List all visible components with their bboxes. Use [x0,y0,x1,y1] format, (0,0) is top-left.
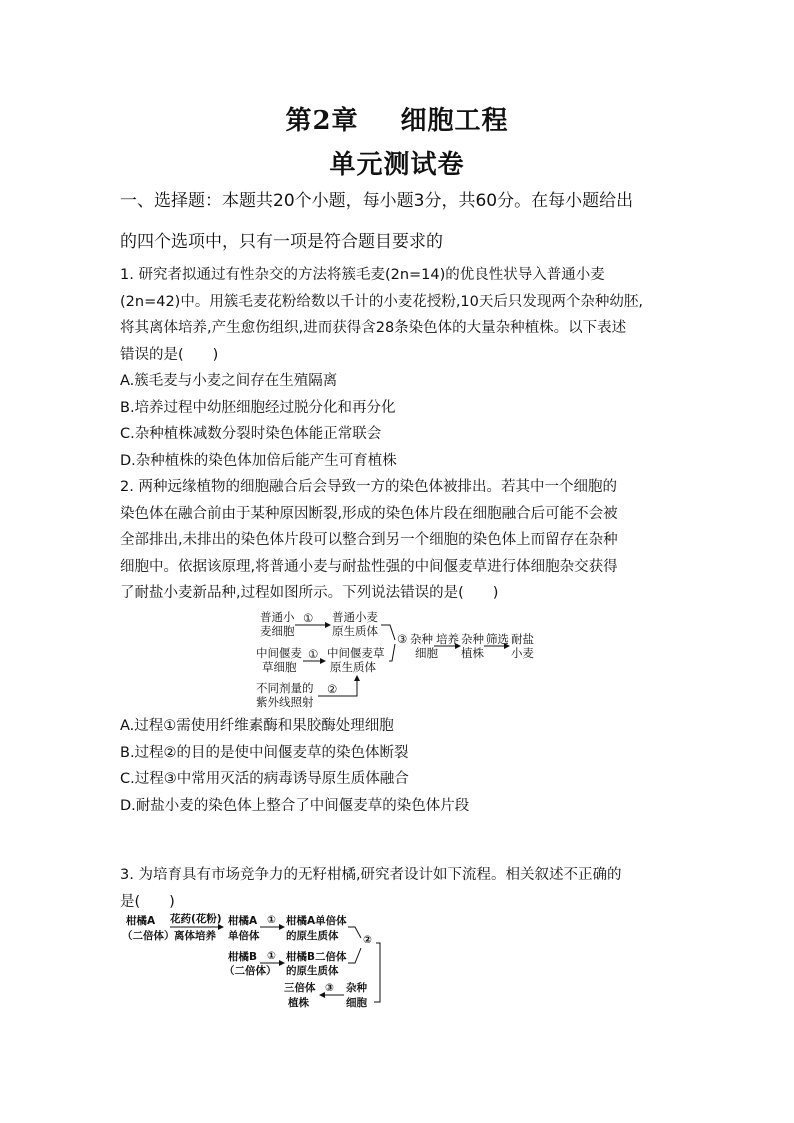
step-2-marker: ② [327,682,338,696]
step-1-marker: ① [303,611,314,625]
question-2-option-d[interactable]: D.耐盐小麦的染色体上整合了中间偃麦草的染色体片段 [120,798,470,814]
protoplast-b-label: 柑橘B二倍体 [286,951,347,963]
question-1-option-b[interactable]: B.培养过程中幼胚细胞经过脱分化和再分化 [120,400,396,416]
protoplast-a-label: 柑橘A单倍体 [286,915,347,927]
protoplast-b-label: 的原生质体 [286,965,339,977]
anther-culture-label: 离体培养 [174,930,216,942]
question-line: (2n=42)中。用簇毛麦花粉给数以千计的小麦花授粉,10天后只发现两个杂种幼胚, [120,293,643,310]
hybrid-cell-label: 杂种 [410,632,433,646]
haploid-label: 单倍体 [228,930,260,942]
hybrid-plant-label: 植株 [461,646,484,660]
step-1-marker: ① [267,914,276,926]
hybrid-plant-label: 杂种 [461,632,484,646]
section-heading [120,181,680,263]
question-1-option-c[interactable]: C.杂种植株减数分裂时染色体能正常联会 [120,426,382,442]
step-3-marker: ③ [325,982,334,994]
step-1-marker: ① [308,647,319,661]
section-heading-line: 一、选择题：本题共20个小题，每小题3分，共60分。在每小题给出 [120,191,634,211]
salt-tolerant-wheat-label: 耐盐 [511,632,534,646]
question-line: 2. 两种远缘植物的细胞融合后会导致一方的染色体被排出。若其中一个细胞的 [120,479,617,495]
uv-irradiation-label: 不同剂量的 [256,681,314,695]
wheat-protoplast-label: 原生质体 [332,624,378,638]
chapter-heading [0,100,794,137]
question-1-stem [120,262,680,368]
section-heading-line: 的四个选项中，只有一项是符合题目要求的 [120,232,443,252]
uv-irradiation-label: 紫外线照射 [256,695,314,709]
question-2-option-b[interactable]: B.过程②的目的是使中间偃麦草的染色体断裂 [120,745,409,761]
question-line: 错误的是( ) [120,346,219,363]
grass-protoplast-label: 中间偃麦草 [327,646,385,660]
question-2-option-a[interactable]: A.过程①需使用纤维素酶和果胶酶处理细胞 [120,718,394,734]
grass-cell-label: 草细胞 [262,660,297,674]
hybrid-cell-label: 细胞 [415,646,438,660]
question-2-stem [120,474,680,607]
chapter-number: 第2章 [285,106,359,136]
culture-label: 培养 [436,632,459,646]
haploid-label: 柑橘A [228,915,258,927]
chapter-title: 细胞工程 [400,106,509,136]
triploid-plant-label: 植株 [288,997,309,1009]
question-line: 3. 为培育具有市场竞争力的无籽柑橘,研究者设计如下流程。相关叙述不正确的 [120,867,622,883]
question-line: 是( ) [120,893,175,910]
question-line: 染色体在融合前由于某种原因断裂,形成的染色体片段在细胞融合后可能不会被 [120,505,618,522]
citrus-a-label: 柑橘A [126,915,156,927]
step-1-marker: ① [267,950,276,962]
step-2-marker: ② [363,934,372,946]
citrus-b-label: （二倍体） [224,965,277,977]
question-line: 1. 研究者拟通过有性杂交的方法将簇毛麦(2n=14)的优良性状导入普通小麦 [120,267,605,283]
question-2-option-c[interactable]: C.过程③中常用灭活的病毒诱导原生质体融合 [120,771,409,787]
wheat-cell-label: 普通小 [260,610,295,624]
page-subtitle: 单元测试卷 [329,150,465,180]
question-line: 全部排出,未排出的染色体片段可以整合到另一个细胞的染色体上而留存在杂种 [120,532,618,548]
grass-cell-label: 中间偃麦 [256,646,302,660]
question-3-stem [120,862,680,915]
question-line: 将其离体培养,产生愈伤组织,进而获得含28条染色体的大量杂种植株。以下表述 [120,320,627,336]
citrus-a-label: （二倍体） [122,930,175,942]
question-2-flow-diagram [250,606,550,712]
step-3-marker: ③ [397,632,408,646]
grass-protoplast-label: 原生质体 [330,660,376,674]
wheat-protoplast-label: 普通小麦 [332,610,378,624]
hybrid-cell-label: 细胞 [346,997,367,1009]
question-line: 了耐盐小麦新品种,过程如图所示。下列说法错误的是( ) [120,585,499,601]
question-1-option-a[interactable]: A.簇毛麦与小麦之间存在生殖隔离 [120,373,338,389]
protoplast-a-label: 的原生质体 [286,930,339,942]
salt-tolerant-wheat-label: 小麦 [511,646,534,660]
question-3-flow-diagram [122,910,392,1014]
wheat-cell-label: 麦细胞 [260,624,295,638]
question-line: 细胞中。依据该原理,将普通小麦与耐盐性强的中间偃麦草进行体细胞杂交获得 [120,558,618,575]
question-1-option-d[interactable]: D.杂种植株的染色体加倍后能产生可育植株 [120,453,397,469]
anther-culture-label: 花药(花粉) [170,913,222,925]
citrus-b-label: 柑橘B [228,951,258,963]
selection-label: 筛选 [486,632,509,646]
triploid-plant-label: 三倍体 [284,982,316,994]
hybrid-cell-label: 杂种 [346,982,367,994]
